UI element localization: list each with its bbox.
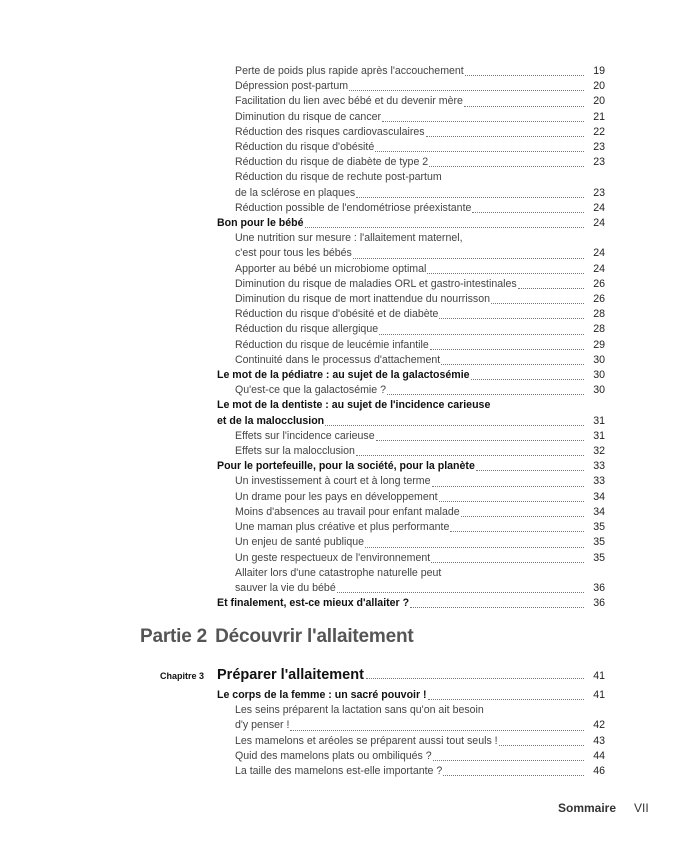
dot-leader: [429, 166, 584, 167]
toc-entry-label: Réduction du risque allergique: [235, 323, 379, 336]
toc-entry[interactable]: [217, 444, 605, 459]
toc-entry-label: Allaiter lors d'une catastrophe naturelle peut: [235, 566, 442, 579]
dot-leader: [290, 730, 584, 731]
toc-entry[interactable]: [217, 338, 605, 353]
toc-entry-label: Quid des mamelons plats ou ombiliqués ?: [235, 749, 432, 762]
toc-entry-page: 24: [593, 217, 605, 230]
dot-leader: [433, 760, 584, 761]
toc-entry[interactable]: [217, 262, 605, 277]
toc-entry-label: d'y penser !: [235, 719, 290, 732]
dot-leader: [337, 592, 584, 593]
toc-entry-page: 23: [593, 186, 605, 199]
part-heading: [140, 626, 414, 648]
toc-entry-label: La taille des mamelons est-elle importante ?: [235, 765, 443, 778]
dot-leader: [426, 136, 584, 137]
toc-entry-page: 31: [593, 429, 605, 442]
dot-leader: [441, 364, 584, 365]
toc-section-entry[interactable]: [217, 414, 605, 429]
dot-leader: [428, 699, 584, 700]
dot-leader: [365, 547, 584, 548]
part-title: Découvrir l'allaitement: [215, 626, 414, 647]
toc-entry[interactable]: [217, 505, 605, 520]
chapter-entry[interactable]: [160, 667, 605, 683]
dot-leader: [387, 394, 584, 395]
toc-entry-page: 23: [593, 141, 605, 154]
toc-entry-page: 24: [593, 201, 605, 214]
toc-entry-label: Un investissement à court et à long terme: [235, 475, 431, 488]
toc-entry-page: 30: [593, 384, 605, 397]
dot-leader: [450, 531, 584, 532]
toc-entry-page: 42: [593, 719, 605, 732]
toc-entry[interactable]: [217, 277, 605, 292]
toc-entry-label: Le corps de la femme : un sacré pouvoir !: [217, 689, 427, 701]
toc-entry-label: Réduction du risque de diabète de type 2: [235, 156, 429, 169]
dot-leader: [464, 106, 584, 107]
toc-entry[interactable]: [217, 201, 605, 216]
dot-leader: [471, 379, 584, 380]
dot-leader: [491, 303, 584, 304]
toc-entry-label: sauver la vie du bébé: [235, 581, 336, 594]
toc-entry[interactable]: [217, 764, 605, 779]
toc-list-top: [217, 64, 605, 611]
toc-section-entry[interactable]: [217, 688, 605, 703]
dot-leader: [356, 197, 584, 198]
dot-leader: [356, 455, 584, 456]
toc-entry-label: Un geste respectueux de l'environnement: [235, 551, 431, 564]
toc-list-bottom: [217, 688, 605, 779]
toc-entry-label: Le mot de la dentiste : au sujet de l'incidence carieuse: [217, 399, 491, 412]
toc-entry-label: Réduction des risques cardiovasculaires: [235, 125, 425, 138]
toc-entry-label: Qu'est-ce que la galactosémie ?: [235, 384, 387, 397]
toc-entry-label: Réduction du risque de leucémie infantile: [235, 338, 429, 351]
toc-entry-page: 31: [593, 414, 605, 427]
toc-entry-label: Réduction possible de l'endométriose préexistante: [235, 201, 472, 214]
toc-entry[interactable]: [217, 749, 605, 764]
toc-entry[interactable]: [217, 292, 605, 307]
toc-entry-label: de la sclérose en plaques: [235, 186, 356, 199]
toc-entry[interactable]: [217, 140, 605, 155]
toc-entry[interactable]: [217, 490, 605, 505]
dot-leader: [410, 607, 584, 608]
toc-entry-label: Facilitation du lien avec bébé et du devenir mère: [235, 95, 463, 108]
toc-entry-page: 28: [593, 308, 605, 321]
toc-entry-label: Continuité dans le processus d'attachement: [235, 353, 441, 366]
footer-page-number: VII: [634, 801, 649, 815]
dot-leader: [439, 318, 584, 319]
toc-section-entry[interactable]: [217, 216, 605, 231]
dot-leader: [375, 151, 584, 152]
toc-entry-page: 35: [593, 536, 605, 549]
toc-entry-label: Un enjeu de santé publique: [235, 536, 364, 549]
dot-leader: [476, 470, 584, 471]
toc-entry[interactable]: [217, 353, 605, 368]
toc-entry[interactable]: [217, 718, 605, 733]
toc-entry-label: Diminution du risque de maladies ORL et gastro-intestinales: [235, 277, 517, 290]
toc-entry-label: Une nutrition sur mesure : l'allaitement maternel,: [235, 232, 463, 245]
dot-leader: [353, 258, 584, 259]
page-footer: [558, 801, 649, 815]
toc-entry-label: c'est pour tous les bébés: [235, 247, 352, 260]
toc-entry-label: Effets sur la malocclusion: [235, 445, 355, 458]
toc-entry[interactable]: [217, 551, 605, 566]
toc-entry-label: Réduction du risque d'obésité: [235, 141, 375, 154]
toc-entry-label: Réduction du risque d'obésité et de diabète: [235, 308, 439, 321]
part-number: Partie 2: [140, 626, 208, 647]
toc-entry-page: 19: [593, 65, 605, 77]
toc-entry-page: 26: [593, 293, 605, 306]
dot-leader: [432, 486, 585, 487]
toc-entry-label: Apporter au bébé un microbiome optimal: [235, 262, 427, 275]
toc-entry-label: Pour le portefeuille, pour la société, pour la planète: [217, 460, 475, 473]
dot-leader: [499, 745, 584, 746]
toc-entry-page: 36: [593, 597, 605, 610]
dot-leader: [325, 425, 584, 426]
toc-entry-label: Bon pour le bébé: [217, 217, 304, 230]
toc-entry[interactable]: [217, 186, 605, 201]
toc-entry[interactable]: [217, 322, 605, 337]
dot-leader: [376, 440, 584, 441]
toc-entry-label: Perte de poids plus rapide après l'accouchement: [235, 65, 464, 77]
toc-entry-label: Réduction du risque de rechute post-partum: [235, 171, 442, 184]
toc-entry-page: 43: [593, 734, 605, 747]
toc-entry[interactable]: [217, 110, 605, 125]
dot-leader: [443, 775, 584, 776]
toc-entry-label: Les mamelons et aréoles se préparent aussi tout seuls !: [235, 734, 498, 747]
toc-section-entry[interactable]: [217, 459, 605, 474]
dot-leader: [461, 516, 584, 517]
toc-entry[interactable]: [217, 581, 605, 596]
toc-entry-label: Un drame pour les pays en développement: [235, 490, 438, 503]
toc-entry-label: Dépression post-partum: [235, 80, 349, 93]
toc-entry-page: 41: [593, 689, 605, 701]
toc-entry[interactable]: [217, 535, 605, 550]
toc-entry[interactable]: [217, 383, 605, 398]
footer-section: Sommaire: [558, 801, 617, 815]
toc-entry[interactable]: [217, 307, 605, 322]
toc-entry[interactable]: [217, 94, 605, 109]
toc-entry-label: Diminution du risque de mort inattendue du nourrisson: [235, 293, 490, 306]
toc-entry-label: Et finalement, est-ce mieux d'allaiter ?: [217, 597, 410, 610]
dot-leader: [465, 75, 584, 76]
toc-entry-page: 29: [593, 338, 605, 351]
toc-entry-label: Une maman plus créative et plus performante: [235, 521, 450, 534]
toc-entry-page: 35: [593, 521, 605, 534]
dot-leader: [382, 121, 584, 122]
dot-leader: [431, 562, 584, 563]
dot-leader: [349, 90, 584, 91]
toc-entry[interactable]: [217, 520, 605, 535]
dot-leader: [427, 273, 584, 274]
toc-entry-page: 34: [593, 505, 605, 518]
dot-leader: [472, 212, 584, 213]
toc-entry-page: 33: [593, 475, 605, 488]
chapter-label: Chapitre 3: [160, 671, 205, 681]
toc-entry-page: 20: [593, 80, 605, 93]
toc-entry[interactable]: [217, 734, 605, 749]
toc-entry-page: 21: [593, 110, 605, 123]
chapter-page: 41: [593, 670, 605, 682]
dot-leader: [366, 678, 584, 679]
toc-entry[interactable]: [217, 125, 605, 140]
toc-entry-page: 44: [593, 749, 605, 762]
toc-entry[interactable]: [217, 703, 605, 718]
toc-section-entry[interactable]: [217, 368, 605, 383]
dot-leader: [379, 334, 584, 335]
toc-entry[interactable]: [217, 566, 605, 581]
chapter-title: Préparer l'allaitement: [217, 667, 364, 683]
toc-entry-page: 30: [593, 369, 605, 382]
toc-entry-page: 36: [593, 581, 605, 594]
toc-entry-page: 20: [593, 95, 605, 108]
toc-entry[interactable]: [217, 79, 605, 94]
toc-entry[interactable]: [217, 246, 605, 261]
toc-entry[interactable]: [217, 170, 605, 185]
toc-entry-page: 24: [593, 262, 605, 275]
dot-leader: [439, 501, 584, 502]
toc-entry-page: 23: [593, 156, 605, 169]
toc-entry[interactable]: [217, 64, 605, 79]
toc-entry-page: 28: [593, 323, 605, 336]
dot-leader: [518, 288, 584, 289]
toc-entry-label: et de la malocclusion: [217, 414, 325, 427]
toc-entry-label: Diminution du risque de cancer: [235, 110, 382, 123]
toc-entry[interactable]: [217, 231, 605, 246]
toc-entry-page: 46: [593, 765, 605, 778]
toc-section-entry[interactable]: [217, 596, 605, 611]
toc-entry-page: 34: [593, 490, 605, 503]
toc-entry-label: Moins d'absences au travail pour enfant malade: [235, 505, 460, 518]
toc-entry[interactable]: [217, 429, 605, 444]
dot-leader: [305, 227, 584, 228]
toc-section-entry[interactable]: [217, 398, 605, 413]
toc-entry-page: 26: [593, 277, 605, 290]
dot-leader: [430, 349, 584, 350]
toc-entry-page: 35: [593, 551, 605, 564]
toc-entry[interactable]: [217, 155, 605, 170]
toc-entry[interactable]: [217, 474, 605, 489]
toc-entry-page: 33: [593, 460, 605, 473]
toc-entry-label: Effets sur l'incidence carieuse: [235, 429, 375, 442]
toc-entry-page: 30: [593, 353, 605, 366]
toc-entry-label: Les seins préparent la lactation sans qu'on ait besoin: [235, 704, 484, 717]
toc-entry-page: 24: [593, 247, 605, 260]
toc-entry-page: 32: [593, 445, 605, 458]
toc-entry-page: 22: [593, 125, 605, 138]
toc-entry-label: Le mot de la pédiatre : au sujet de la galactosémie: [217, 369, 470, 382]
